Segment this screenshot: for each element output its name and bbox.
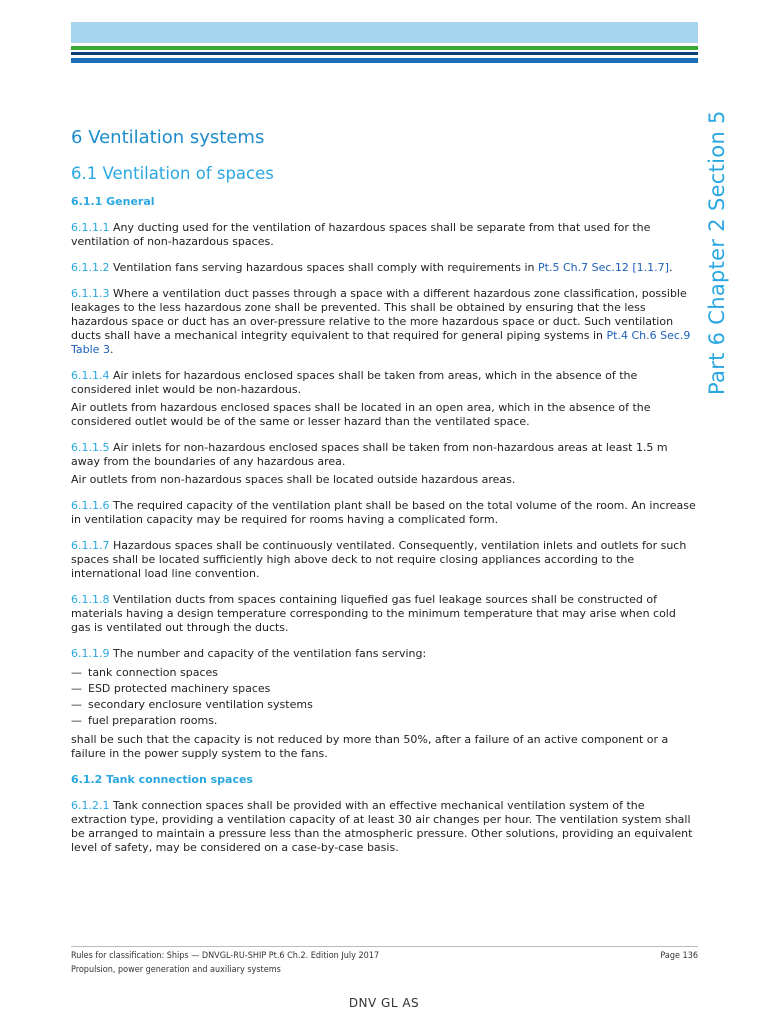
tank-connection-heading: 6.1.2 Tank connection spaces bbox=[71, 773, 253, 786]
page-number: Page 136 bbox=[660, 951, 698, 961]
paragraph-6-1-1-5 bbox=[71, 441, 698, 469]
paragraph-6-1-1-6 bbox=[71, 499, 698, 527]
paragraph-6-1-1-4-continued: Air outlets from hazardous enclosed spaces shall be located in an open area, which in the absence of the considered outlet would be of the same or lesser hazard than the ventilated space. bbox=[71, 401, 651, 428]
paragraph-number[interactable]: 6.1.1.6 bbox=[71, 499, 110, 512]
list-item-text: tank connection spaces bbox=[88, 666, 218, 679]
paragraph-text: Any ducting used for the ventilation of hazardous spaces shall be separate from that used for the ventilation of non-hazardous spaces. bbox=[71, 221, 651, 248]
paragraph-6-1-1-2 bbox=[71, 261, 698, 275]
section-number: 6 bbox=[71, 127, 89, 148]
paragraph-6-1-1-5-continued: Air outlets from non-hazardous spaces shall be located outside hazardous areas. bbox=[71, 473, 516, 486]
paragraph-6-1-1-8 bbox=[71, 593, 698, 635]
paragraph-number[interactable]: 6.1.1.3 bbox=[71, 287, 110, 300]
dash-bullet: — bbox=[71, 698, 82, 711]
paragraph-number[interactable]: 6.1.1.5 bbox=[71, 441, 110, 454]
header-band-lightblue bbox=[71, 58, 698, 63]
paragraph-end: . bbox=[668, 261, 673, 274]
section-title bbox=[71, 125, 698, 151]
paragraph-6-1-1-3 bbox=[71, 287, 698, 357]
paragraph-text: Ventilation fans serving hazardous spaces shall comply with requirements in bbox=[109, 261, 538, 274]
paragraph-text: Air inlets for non-hazardous enclosed spaces shall be taken from non-hazardous areas at least 1.5 m away from the boundaries of any hazardous area. bbox=[71, 441, 668, 468]
paragraph-text: Tank connection spaces shall be provided with an effective mechanical ventilation system of the extraction type, providing a ventilation capacity of at least 30 air changes per hour. The ventilation system shall be arranged to maintain a pressure less than the atmospheric pressure. Other solutions, providing an equivalent level of safety, may be considered on a case-by-case basis. bbox=[71, 799, 693, 854]
paragraph-text: The required capacity of the ventilation plant shall be based on the total volume of the room. An increase in ventilation capacity may be required for rooms having a complicated form. bbox=[71, 499, 696, 526]
paragraph-text: The number and capacity of the ventilation fans serving: bbox=[109, 647, 427, 660]
footer-document-title: Rules for classification: Ships — DNVGL-RU-SHIP Pt.6 Ch.2. Edition July 2017 bbox=[71, 951, 380, 961]
paragraph-number[interactable]: 6.1.1.4 bbox=[71, 369, 110, 382]
paragraph-number[interactable]: 6.1.1.2 bbox=[71, 261, 110, 274]
paragraph-6-1-1-4 bbox=[71, 369, 698, 397]
list-item bbox=[71, 665, 698, 681]
header-band-navy bbox=[71, 52, 698, 55]
list-item-text: secondary enclosure ventilation systems bbox=[88, 698, 313, 711]
list-item bbox=[71, 681, 698, 697]
paragraph-text: Ventilation ducts from spaces containing liquefied gas fuel leakage sources shall be constructed of materials having a design temperature corresponding to the minimum temperature that may arise when cold gas is ventilated out through the ducts. bbox=[71, 593, 676, 634]
paragraph-number[interactable]: 6.1.1.8 bbox=[71, 593, 110, 606]
section-title-text: Ventilation systems bbox=[88, 127, 265, 148]
footer-divider bbox=[71, 946, 698, 947]
main-content bbox=[71, 125, 698, 855]
paragraph-6-1-1-9-continued: shall be such that the capacity is not reduced by more than 50%, after a failure of an active component or a failure in the power supply system to the fans. bbox=[71, 733, 669, 760]
paragraph-number[interactable]: 6.1.1.9 bbox=[71, 647, 110, 660]
paragraph-number[interactable]: 6.1.2.1 bbox=[71, 799, 110, 812]
header-band-green bbox=[71, 46, 698, 50]
side-label-text: Part 6 Chapter 2 Section 5 bbox=[705, 110, 729, 395]
paragraph-number[interactable]: 6.1.1.1 bbox=[71, 221, 110, 234]
paragraph-text: Where a ventilation duct passes through a space with a different hazardous zone classification, possible leakages to the less hazardous zone shall be prevented. This shall be obtained by ensuring that the less hazardous space or duct has an over-pressure relative to the more hazardous space or duct. Such ventilation ducts shall have a mechanical integrity equivalent to that required for general piping systems in bbox=[71, 287, 687, 342]
list-item bbox=[71, 697, 698, 713]
general-heading: 6.1.1 General bbox=[71, 195, 155, 208]
list-item bbox=[71, 713, 698, 729]
paragraph-6-1-1-9 bbox=[71, 647, 698, 661]
dash-bullet: — bbox=[71, 714, 82, 727]
fan-space-list bbox=[71, 665, 698, 729]
list-item-text: ESD protected machinery spaces bbox=[88, 682, 271, 695]
paragraph-end: . bbox=[109, 343, 114, 356]
dash-bullet: — bbox=[71, 682, 82, 695]
paragraph-text: Air inlets for hazardous enclosed spaces shall be taken from areas, which in the absence of the considered inlet would be non-hazardous. bbox=[71, 369, 638, 396]
cross-reference-link[interactable]: Pt.5 Ch.7 Sec.12 [1.1.7] bbox=[538, 261, 669, 274]
side-section-label bbox=[705, 110, 765, 675]
paragraph-6-1-2-1 bbox=[71, 799, 698, 855]
paragraph-number[interactable]: 6.1.1.7 bbox=[71, 539, 110, 552]
list-item-text: fuel preparation rooms. bbox=[88, 714, 218, 727]
dash-bullet: — bbox=[71, 666, 82, 679]
subsection-title: 6.1 Ventilation of spaces bbox=[71, 164, 274, 183]
paragraph-6-1-1-7 bbox=[71, 539, 698, 581]
footer-chapter-title: Propulsion, power generation and auxiliary systems bbox=[71, 965, 281, 975]
header-band-blue bbox=[71, 22, 698, 43]
company-name: DNV GL AS bbox=[348, 996, 420, 1010]
paragraph-6-1-1-1 bbox=[71, 221, 698, 249]
paragraph-text: Hazardous spaces shall be continuously ventilated. Consequently, ventilation inlets and outlets for such spaces shall be located sufficiently high above deck to not require closing appliances according to the international load line convention. bbox=[71, 539, 687, 580]
cross-reference-link[interactable]: Pt.4 Ch.6 Sec.9 Table 3 bbox=[71, 329, 691, 356]
